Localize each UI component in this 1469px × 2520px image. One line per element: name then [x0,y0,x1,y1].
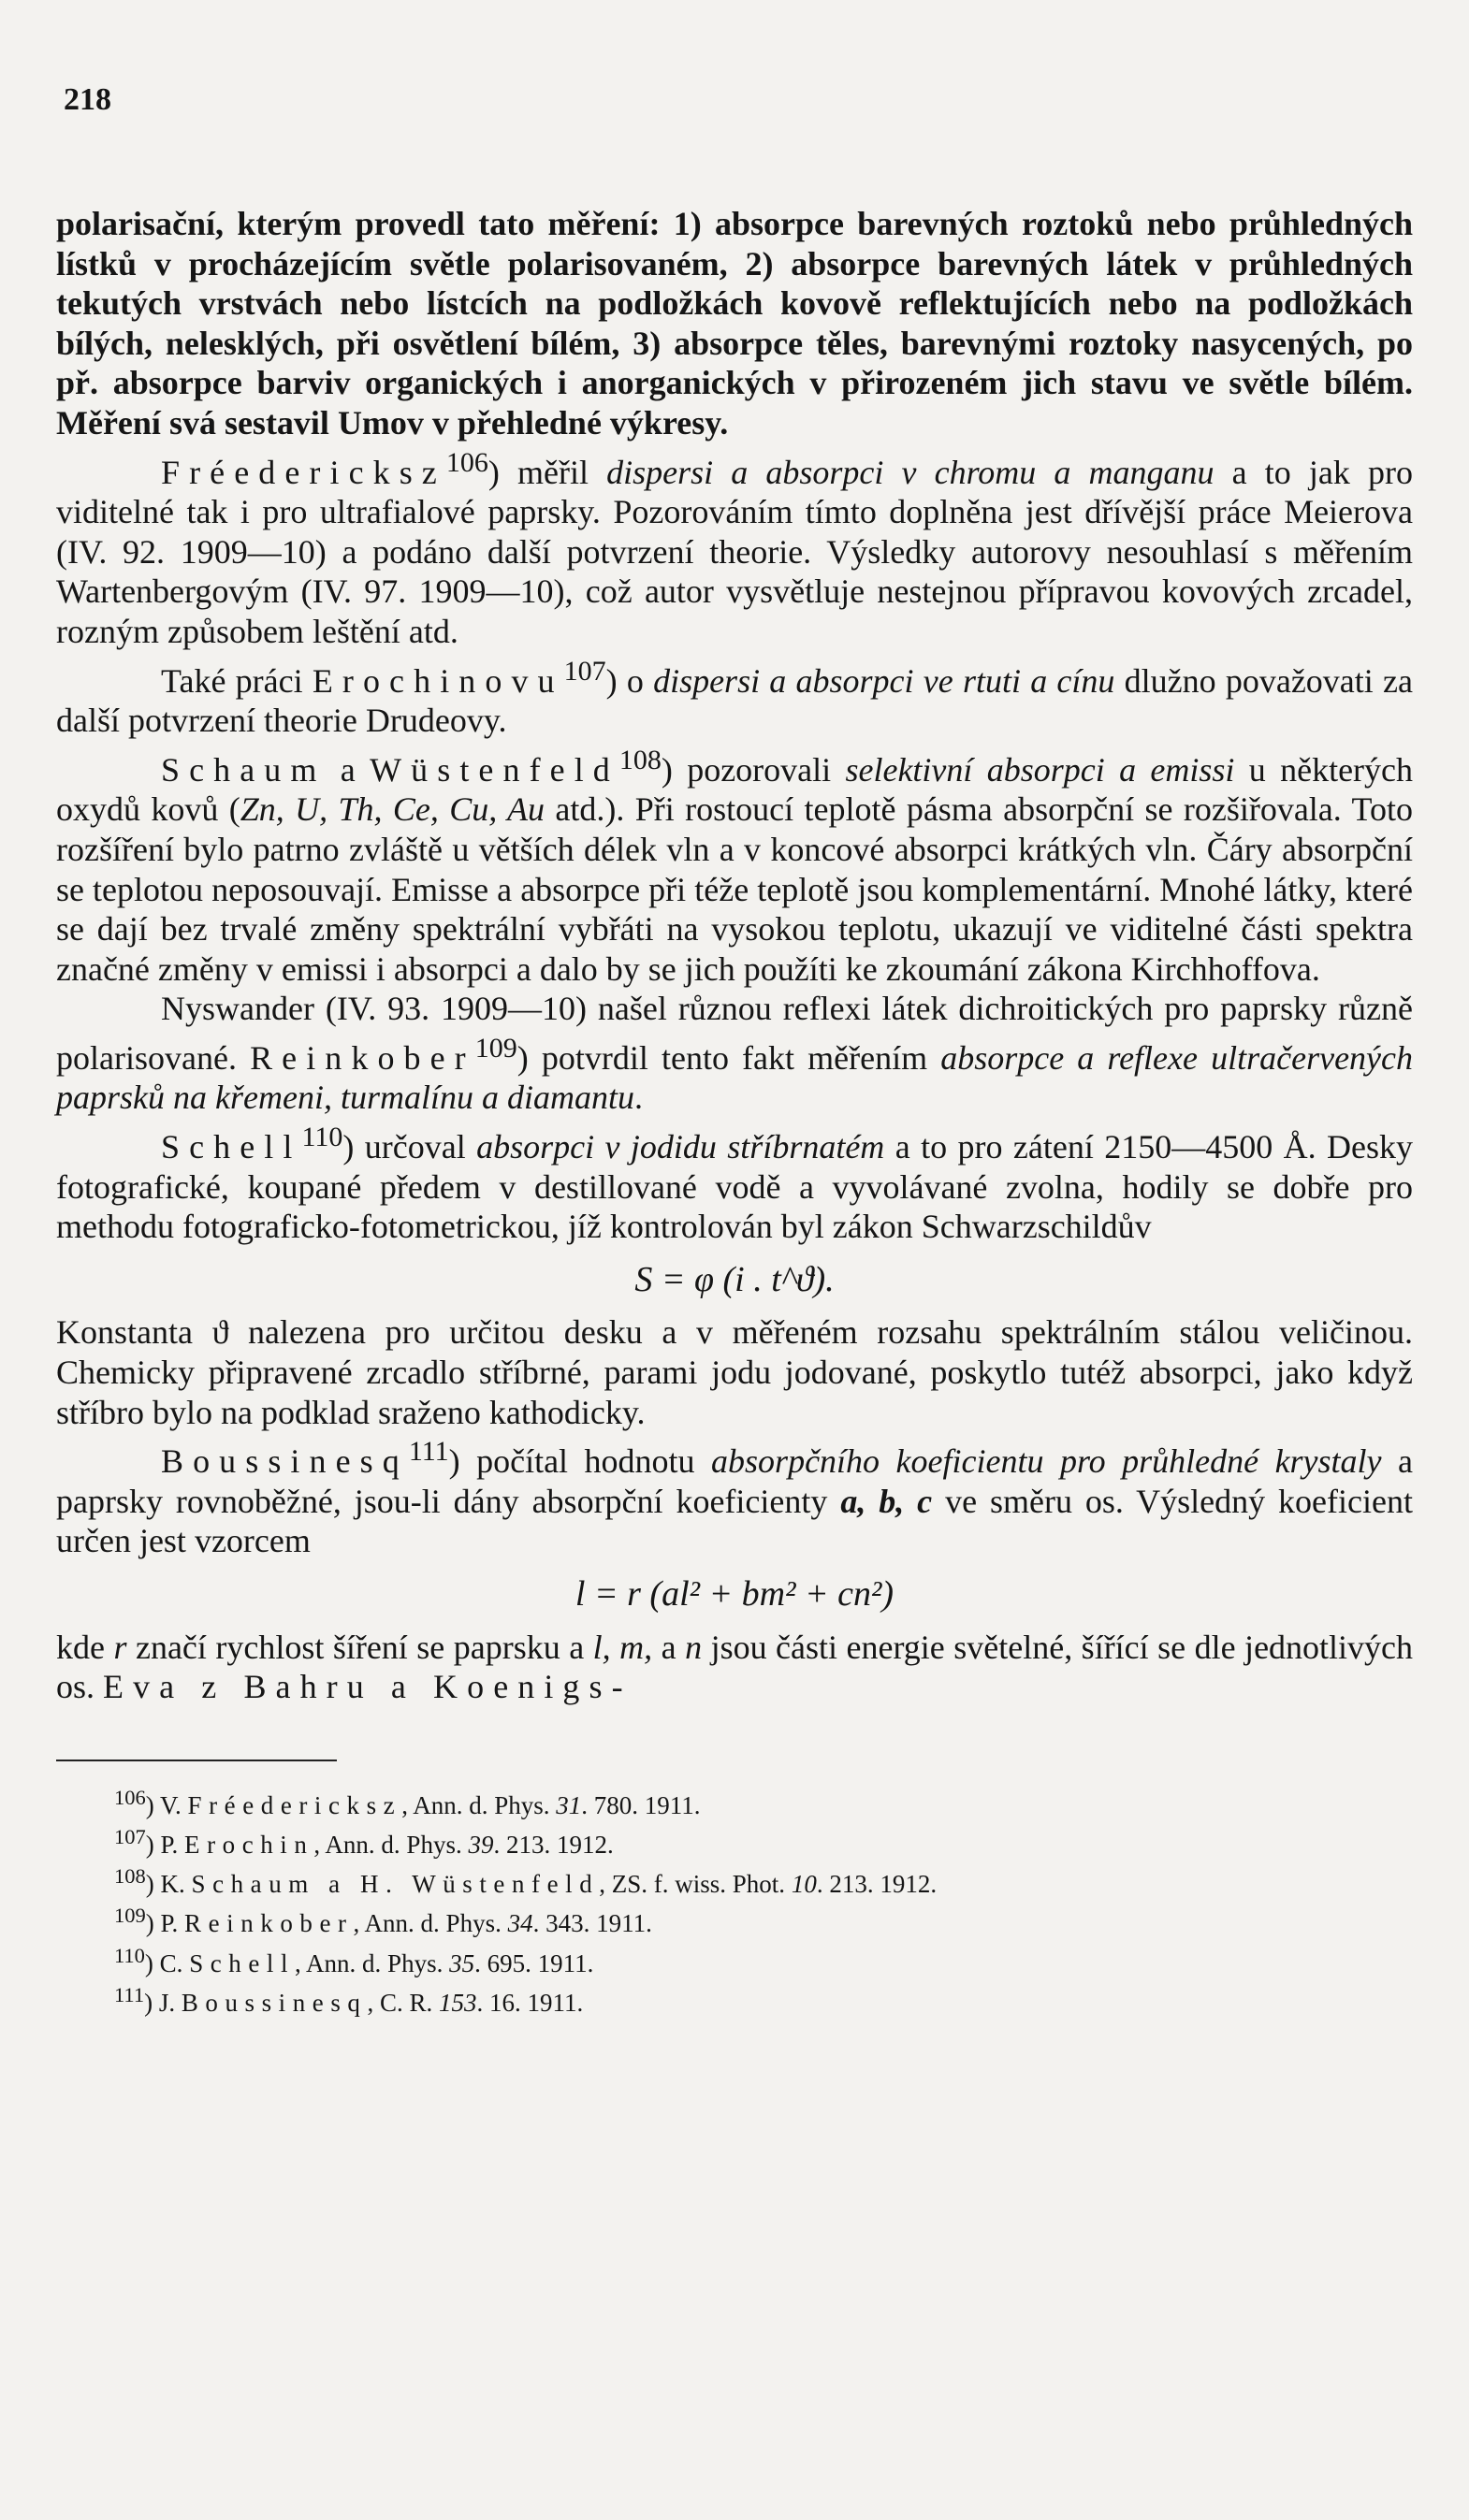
footnote-ref: 107 [563,655,606,687]
author-name: Fréedericksz [161,453,446,491]
footnote-110: $^{110}$) C. Schell, Ann. d. Phys. 35. 695. 1911. [114,1943,594,1977]
formula-schwarzschild: S = φ (i . t^ϑ). [634,1259,835,1299]
paragraph-constant: Konstanta ϑ nalezena pro určitou desku a v měřeném rozsahu spektrálním stálou veličinou. Chemicky připravené zrcadlo stříbrné, parami jodu jodované, poskytlo tutéž absorpci, jako když stříbro bylo na podklad sraženo kathodicky. [56,1313,1413,1431]
author-name: Erochinovu [312,661,564,700]
author-name: Schell [161,1128,302,1166]
author-name: Boussinesq [161,1442,409,1481]
author-name: Wüstenfeld [370,750,619,789]
paragraph-erochin: Také práci Erochinovu$^{107}$) o dispersi a absorpci ve rtuti a cínu dlužno považovati za další potvrzení theorie Drudeovy. [56,655,1413,740]
element-symbols: Zn, U, Th, Ce, Cu, Au [240,790,545,829]
footnote-108: $^{108}$) K. Schaum a H. Wüstenfeld, ZS. f. wiss. Phot. 10. 213. 1912. [114,1864,938,1899]
footnote-109: $^{109}$) P. Reinkober, Ann. d. Phys. 34. 343. 1911. [114,1904,652,1938]
work-title: selektivní absorpci a emissi [845,750,1235,789]
footnote-ref: 108 [618,744,662,775]
work-title: absorpci v jodidu stříbrnatém [476,1128,885,1166]
work-title: absorpce a reflexe ultračervených paprsků na křemeni, turmalínu a diamantu [56,1038,1414,1117]
author-name: Schaum [161,750,327,789]
body-text [56,204,1413,1707]
footnote-107: $^{107}$) P. Erochin, Ann. d. Phys. 39. 213. 1912. [114,1824,614,1859]
paragraph-schaum-wustenfeld: Schaum a Wüstenfeld$^{108}$) pozorovali selektivní absorpci a emissi u některých oxydů kovů (Zn, U, Th, Ce, Cu, Au atd.). Při rostoucí teplotě pásma absorpční se rozšiřovala. Toto rozšíření bylo patrno zvláště u větších délek vln a v koncové absorpci krátkých vln. Čáry absorpční se teplotou neposouvají. Emisse a absorpce při téže teplotě jsou komplementární. Mnohé látky, které se dají bez trvalé změny spektrální vybřáti na vysokou teplotu, ukazují ve viditelné části spektra značné změny v emissi i absorpci a dalo by se jich použíti ke zkoumání zákona Kirchhoffova. [56,744,1414,988]
author-name: Reinkober [250,1038,475,1077]
footnotes [56,1782,1413,2019]
paragraph-umov-continuation: polarisační, kterým provedl tato měření: 1) absorpce barevných roztoků nebo průhledných lístků v procházejícím světle polarisovaném, 2) absorpce barevných látek v průhledných tekutých vrstvách nebo lístcích na podložkách kovově reflektujících nebo na podložkách bílých, nelesklých, při osvětlení bílém, 3) absorpce těles, barevnými roztoky nasycených, po př. absorpce barviv organických i anorganických v přirozeném jich stavu ve světle bílém. Měření svá sestavil Umov v přehledné výkresy. [56,205,1413,442]
book-page [56,56,1413,2019]
paragraph-energy: kde r značí rychlost šíření se paprsku a l, m, a n jsou části energie světelné, šířící se dle jednotlivých os. Eva z Bahru a Koenigs- [56,1628,1414,1706]
footnote-111: $^{111}$) J. Boussinesq, C. R. 153. 16. 1911. [114,1982,584,2017]
work-title: dispersi a absorpci v chromu a manganu [606,453,1214,491]
paragraph-boussinesq: Boussinesq$^{111}$) počítal hodnotu absorpčního koeficientu pro průhledné krystaly a paprsky rovnoběžné, jsou-li dány absorpční koeficienty a, b, c ve směru os. Výsledný koeficient určen jest vzorcem [56,1436,1413,1560]
work-title: dispersi a absorpci ve rtuti a cínu [653,661,1115,700]
paragraph-nyswander-reinkober: Nyswander (IV. 93. 1909—10) našel různou reflexi látek dichroitických pro paprsky různě polarisované. Reinkober$^{109}$) potvrdil tento fakt měřením absorpce a reflexe ultračervených paprsků na křemeni, turmalínu a diamantu. [56,990,1414,1117]
footnote-ref: 106 [445,446,488,478]
page-number: 218 [64,82,111,117]
work-title: absorpčního koeficientu pro průhledné krystaly [711,1442,1382,1481]
footnote-ref: 109 [474,1032,517,1064]
author-name: Eva z Bahru a Koenigs- [103,1668,633,1706]
formula-absorption-coefficient: l = r (al² + bm² + cn²) [575,1574,894,1614]
footnote-ref: 111 [408,1436,449,1468]
paragraph-schell: Schell$^{110}$) určoval absorpci v jodidu stříbrnatém a to pro zátení 2150—4500 Å. Desky fotografické, koupané předem v destillované vodě a vyvolávané zvolna, hodily se dobře pro methodu fotograficko-fotometrickou, jíž kontrolován byl zákon Schwarzschildův [56,1122,1414,1246]
paragraph-freedericksz: Fréedericksz$^{106}$) měřil dispersi a absorpci v chromu a manganu a to jak pro viditelné tak i pro ultrafialové paprsky. Pozorováním tímto doplněna jest dřívější práce Meierova (IV. 92. 1909—10) a podáno další potvrzení theorie. Výsledky autorovy nesouhlasí s měřením Wartenbergovým (IV. 97. 1909—10), což autor vysvětluje nestejnou přípravou kovových zrcadel, rozným způsobem leštění atd. [56,446,1414,650]
footnote-ref: 110 [301,1122,343,1153]
footnote-divider [56,1760,337,1761]
footnote-106: $^{106}$) V. Fréedericksz, Ann. d. Phys. 31. 780. 1911. [114,1785,701,1819]
coefficient-variables: a, b, c [840,1482,933,1520]
